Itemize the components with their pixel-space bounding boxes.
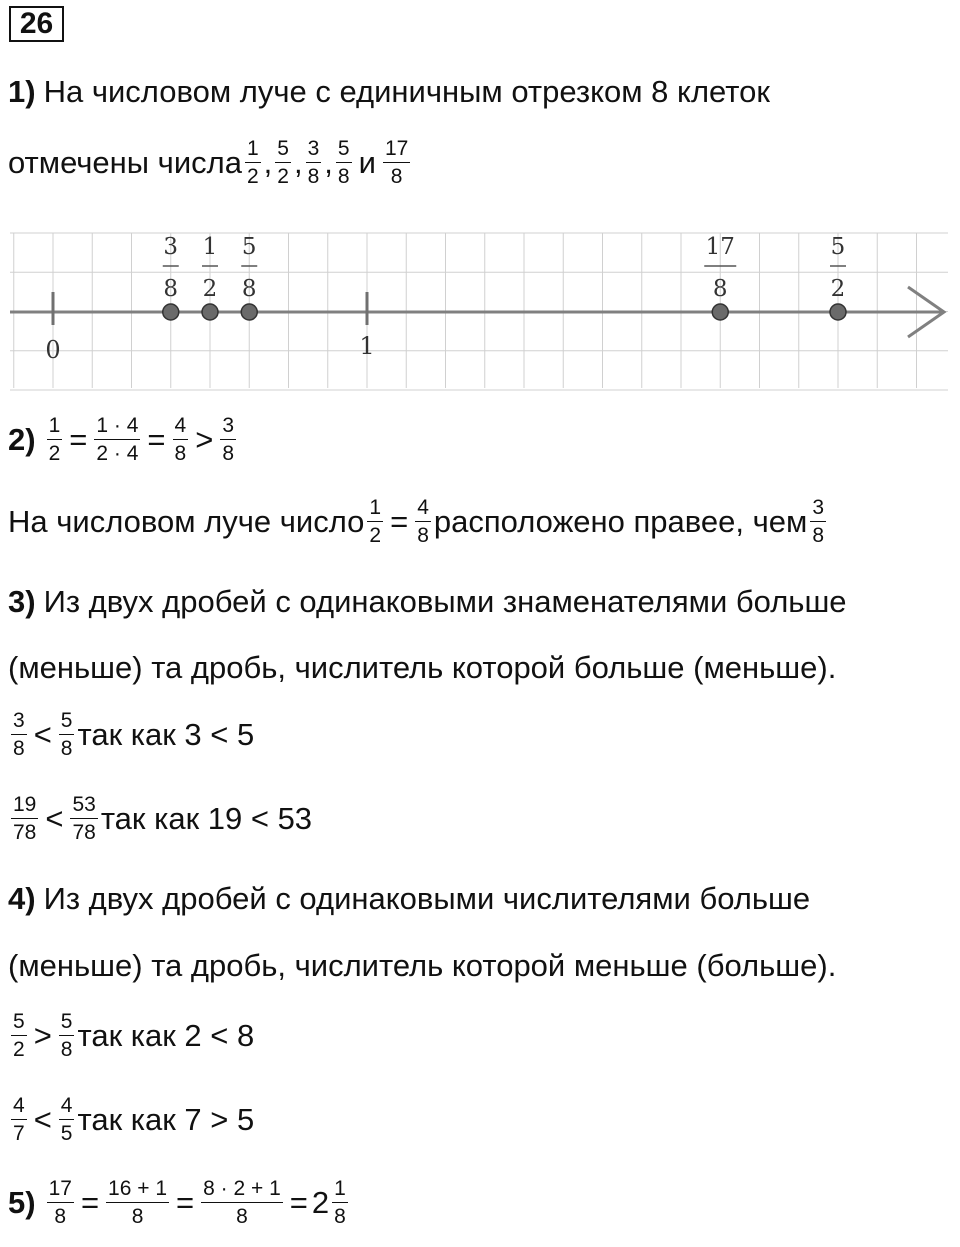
fraction-1-2: $\frac{1}{2}$ xyxy=(246,137,259,188)
fraction: $\frac{16 + 1}{8}$ xyxy=(108,1177,168,1228)
fraction: $\frac{5}{8}$ xyxy=(60,709,73,760)
number-line-point xyxy=(241,304,257,320)
equals-sign: = xyxy=(80,1184,100,1220)
part3-example-2 xyxy=(8,794,312,843)
fraction: $\frac{1 \cdot 4}{2 \cdot 4}$ xyxy=(96,414,139,465)
part4-label: 4) xyxy=(8,881,36,916)
whole-part: 2 xyxy=(311,1184,330,1220)
equals-sign: = xyxy=(390,503,409,539)
point-label-numerator: 1 xyxy=(202,234,218,260)
part2-sentence-a: На числовом луче число xyxy=(8,503,365,539)
point-label-denominator: 2 xyxy=(202,276,218,302)
part3-example-1 xyxy=(8,710,254,759)
comma: , xyxy=(324,144,333,180)
number-line-point xyxy=(830,304,846,320)
point-label-numerator: 5 xyxy=(830,234,846,260)
equals-sign: = xyxy=(147,421,166,457)
example-reason: так как 3 < 5 xyxy=(77,716,255,752)
part2-sentence xyxy=(8,497,829,546)
less-sign: < xyxy=(33,716,52,752)
fraction: $\frac{5}{2}$ xyxy=(13,1010,25,1061)
fraction: $\frac{8 \cdot 2 + 1}{8}$ xyxy=(203,1177,281,1228)
less-sign: < xyxy=(33,1101,52,1137)
part4-line1 xyxy=(8,881,810,917)
part4-example-1 xyxy=(8,1011,254,1060)
fraction: $\frac{53}{78}$ xyxy=(72,793,96,844)
fraction-3-8: $\frac{3}{8}$ xyxy=(307,137,320,188)
fraction: $\frac{3}{8}$ xyxy=(812,496,825,547)
fraction: $\frac{1}{2}$ xyxy=(369,496,382,547)
equals-sign: = xyxy=(176,1184,195,1220)
fraction: $\frac{1}{8}$ xyxy=(334,1177,346,1228)
number-line-point xyxy=(202,304,218,320)
point-label-denominator: 8 xyxy=(241,276,257,302)
and-word: и xyxy=(358,144,376,180)
fraction: $\frac{4}{8}$ xyxy=(174,414,187,465)
fraction: $\frac{3}{8}$ xyxy=(222,414,234,465)
point-label-numerator: 17 xyxy=(705,234,735,260)
part1-text: На числовом луче с единичным отрезком 8 клеток xyxy=(43,74,770,109)
fraction-5-2: $\frac{5}{2}$ xyxy=(277,137,289,188)
part4-text-2: (меньше) та дробь, числитель которой меньше (больше). xyxy=(8,948,837,983)
part4-text: Из двух дробей с одинаковыми числителями больше xyxy=(43,881,811,916)
greater-sign: > xyxy=(195,421,214,457)
unit-label: 1 xyxy=(359,332,375,360)
comma: , xyxy=(293,144,303,180)
part3-line1 xyxy=(8,584,847,620)
fraction: $\frac{4}{7}$ xyxy=(13,1094,25,1145)
part2-sentence-b: расположено правее, чем xyxy=(433,503,808,539)
fraction: $\frac{5}{8}$ xyxy=(60,1010,73,1061)
point-label-denominator: 2 xyxy=(830,276,846,302)
fraction: $\frac{4}{8}$ xyxy=(417,496,429,547)
fraction-17-8: $\frac{17}{8}$ xyxy=(384,137,409,188)
fraction: $\frac{4}{5}$ xyxy=(60,1094,73,1145)
fraction: $\frac{1}{2}$ xyxy=(48,414,61,465)
number-line-figure xyxy=(0,225,960,395)
point-label-numerator: 5 xyxy=(241,234,257,260)
fraction-5-8: $\frac{5}{8}$ xyxy=(337,137,350,188)
fraction: $\frac{3}{8}$ xyxy=(13,709,25,760)
part2-equation xyxy=(8,415,239,464)
part3-text-2: (меньше) та дробь, числитель которой больше (меньше). xyxy=(8,650,837,685)
part2-label: 2) xyxy=(8,421,36,457)
part3-text: Из двух дробей с одинаковыми знаменателями больше xyxy=(43,584,847,619)
problem-number: 26 xyxy=(19,7,54,40)
greater-sign: > xyxy=(33,1017,52,1053)
equals-sign: = xyxy=(289,1184,308,1220)
point-label-denominator: 8 xyxy=(163,276,179,302)
number-line-point xyxy=(163,304,179,320)
part4-line2 xyxy=(8,948,836,984)
comma: , xyxy=(263,144,273,180)
problem-number-badge xyxy=(9,6,64,42)
number-line-point xyxy=(712,304,728,320)
part3-line2 xyxy=(8,650,836,686)
point-label-denominator: 8 xyxy=(712,276,728,302)
part1-line2-text: отмечены числа xyxy=(8,144,242,180)
part3-label: 3) xyxy=(8,584,36,619)
part1-line2 xyxy=(8,138,413,187)
part1-line1 xyxy=(8,74,770,110)
less-sign: < xyxy=(45,800,64,836)
equals-sign: = xyxy=(69,421,88,457)
part1-label: 1) xyxy=(8,74,36,109)
fraction: $\frac{19}{78}$ xyxy=(13,793,37,844)
origin-label: 0 xyxy=(45,336,61,364)
example-reason: так как 2 < 8 xyxy=(77,1017,255,1053)
part4-example-2 xyxy=(8,1095,254,1144)
point-label-numerator: 3 xyxy=(163,234,179,260)
part5-equation xyxy=(8,1178,351,1227)
example-reason: так как 19 < 53 xyxy=(100,800,313,836)
number-line-points xyxy=(163,234,846,320)
part5-label: 5) xyxy=(8,1184,36,1220)
example-reason: так как 7 > 5 xyxy=(77,1101,255,1137)
fraction: $\frac{17}{8}$ xyxy=(48,1177,72,1228)
